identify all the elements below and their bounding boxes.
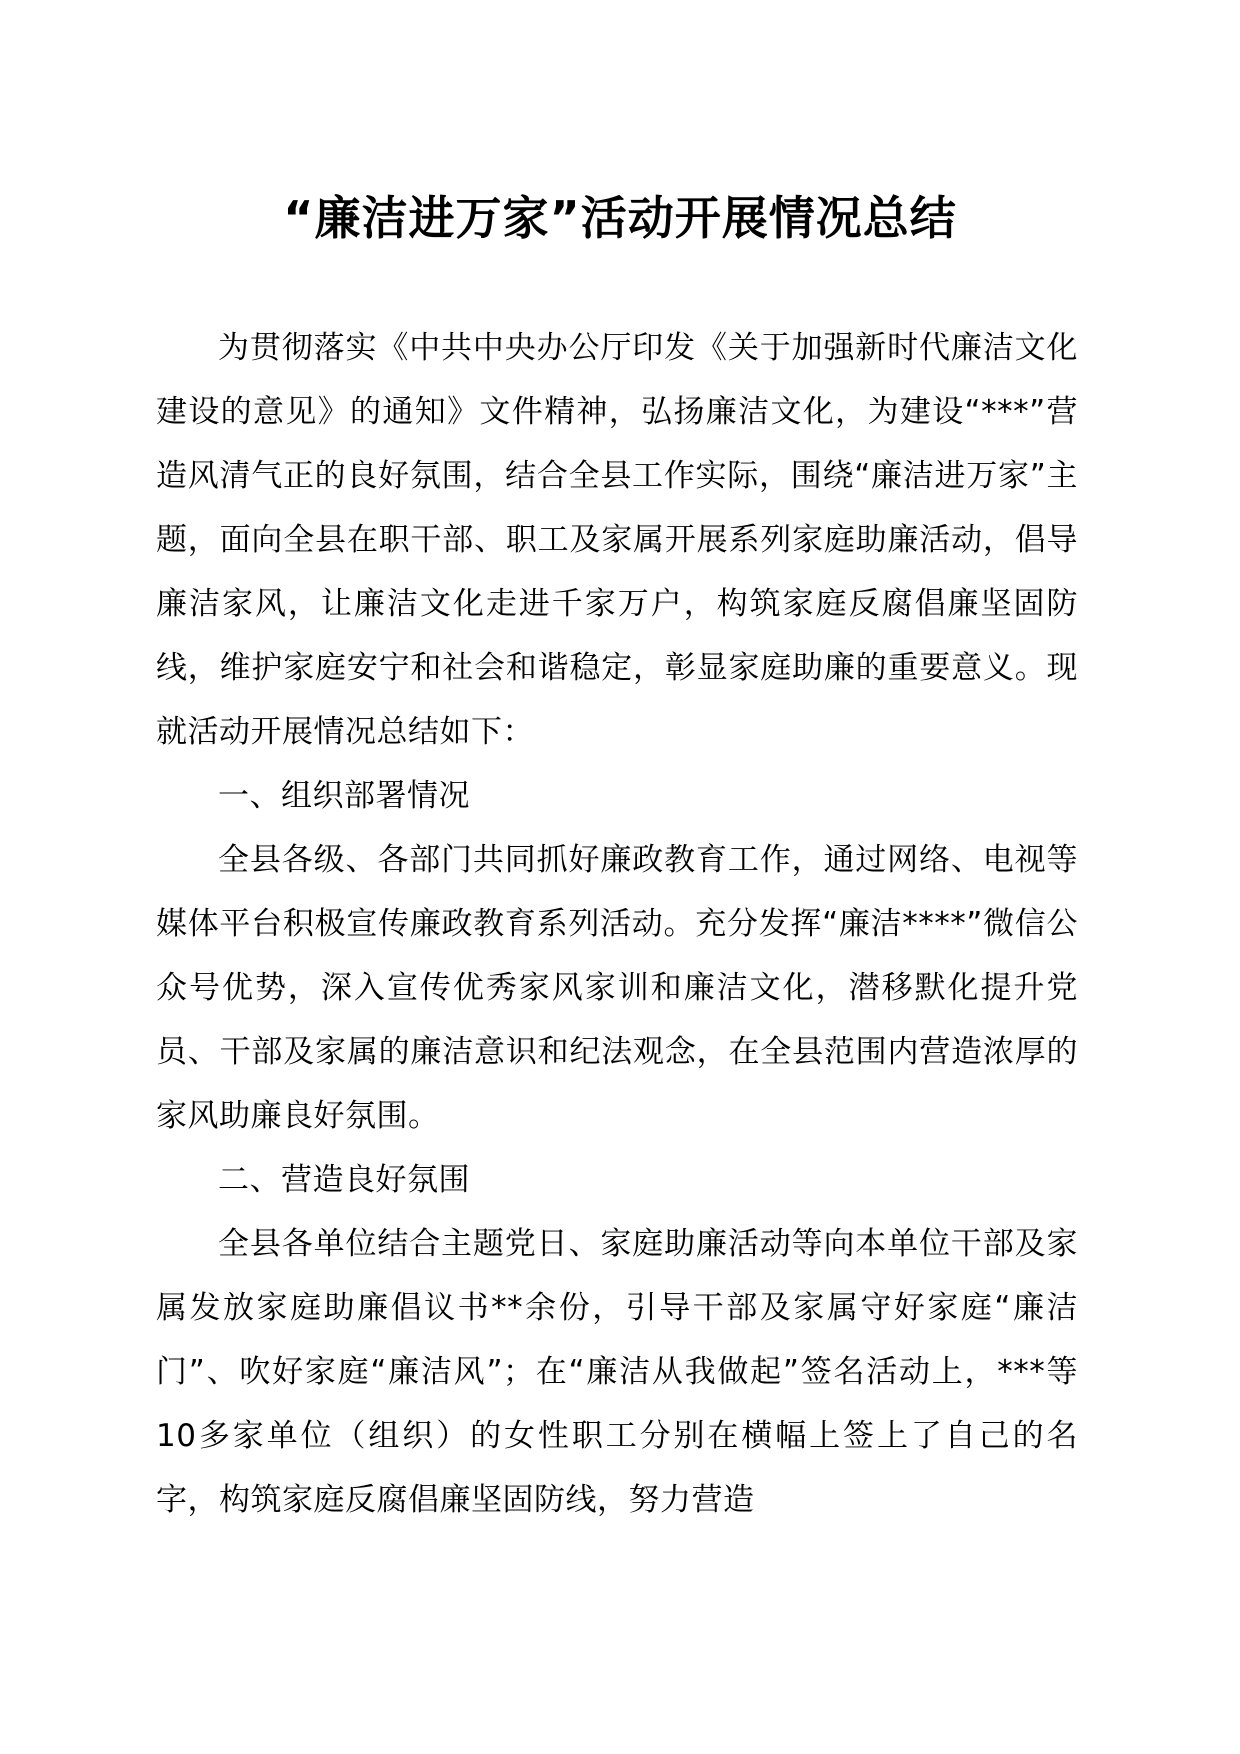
section-heading-1: 一、组织部署情况 (218, 778, 470, 814)
section-2-paragraph: 全县各单位结合主题党日、家庭助廉活动等向本单位干部及家属发放家庭助廉倡议书**余份，引导干部及家属守好家庭“廉洁门”、吹好家庭“廉洁风”；在“廉洁从我做起”签名活动上，***等10多家单位（组织）的女性职工分别在横幅上签上了自己的名字，构筑家庭反腐倡廉坚固防线，努力营造 (156, 1226, 1078, 1518)
document-body (156, 316, 1078, 1532)
section-1-paragraph: 全县各级、各部门共同抓好廉政教育工作，通过网络、电视等媒体平台积极宣传廉政教育系列活动。充分发挥“廉洁****”微信公众号优势，深入宣传优秀家风家训和廉洁文化，潜移默化提升党员、干部及家属的廉洁意识和纪法观念，在全县范围内营造浓厚的家风助廉良好氛围。 (156, 842, 1078, 1134)
intro-paragraph: 为贯彻落实《中共中央办公厅印发《关于加强新时代廉洁文化建设的意见》的通知》文件精神，弘扬廉洁文化，为建设“***”营造风清气正的良好氛围，结合全县工作实际，围绕“廉洁进万家”主题，面向全县在职干部、职工及家属开展系列家庭助廉活动，倡导廉洁家风，让廉洁文化走进千家万户，构筑家庭反腐倡廉坚固防线，维护家庭安宁和社会和谐稳定，彰显家庭助廉的重要意义。现就活动开展情况总结如下： (156, 330, 1078, 750)
document-title: “廉洁进万家”活动开展情况总结 (283, 191, 957, 245)
section-heading-2: 二、营造良好氛围 (218, 1162, 470, 1198)
